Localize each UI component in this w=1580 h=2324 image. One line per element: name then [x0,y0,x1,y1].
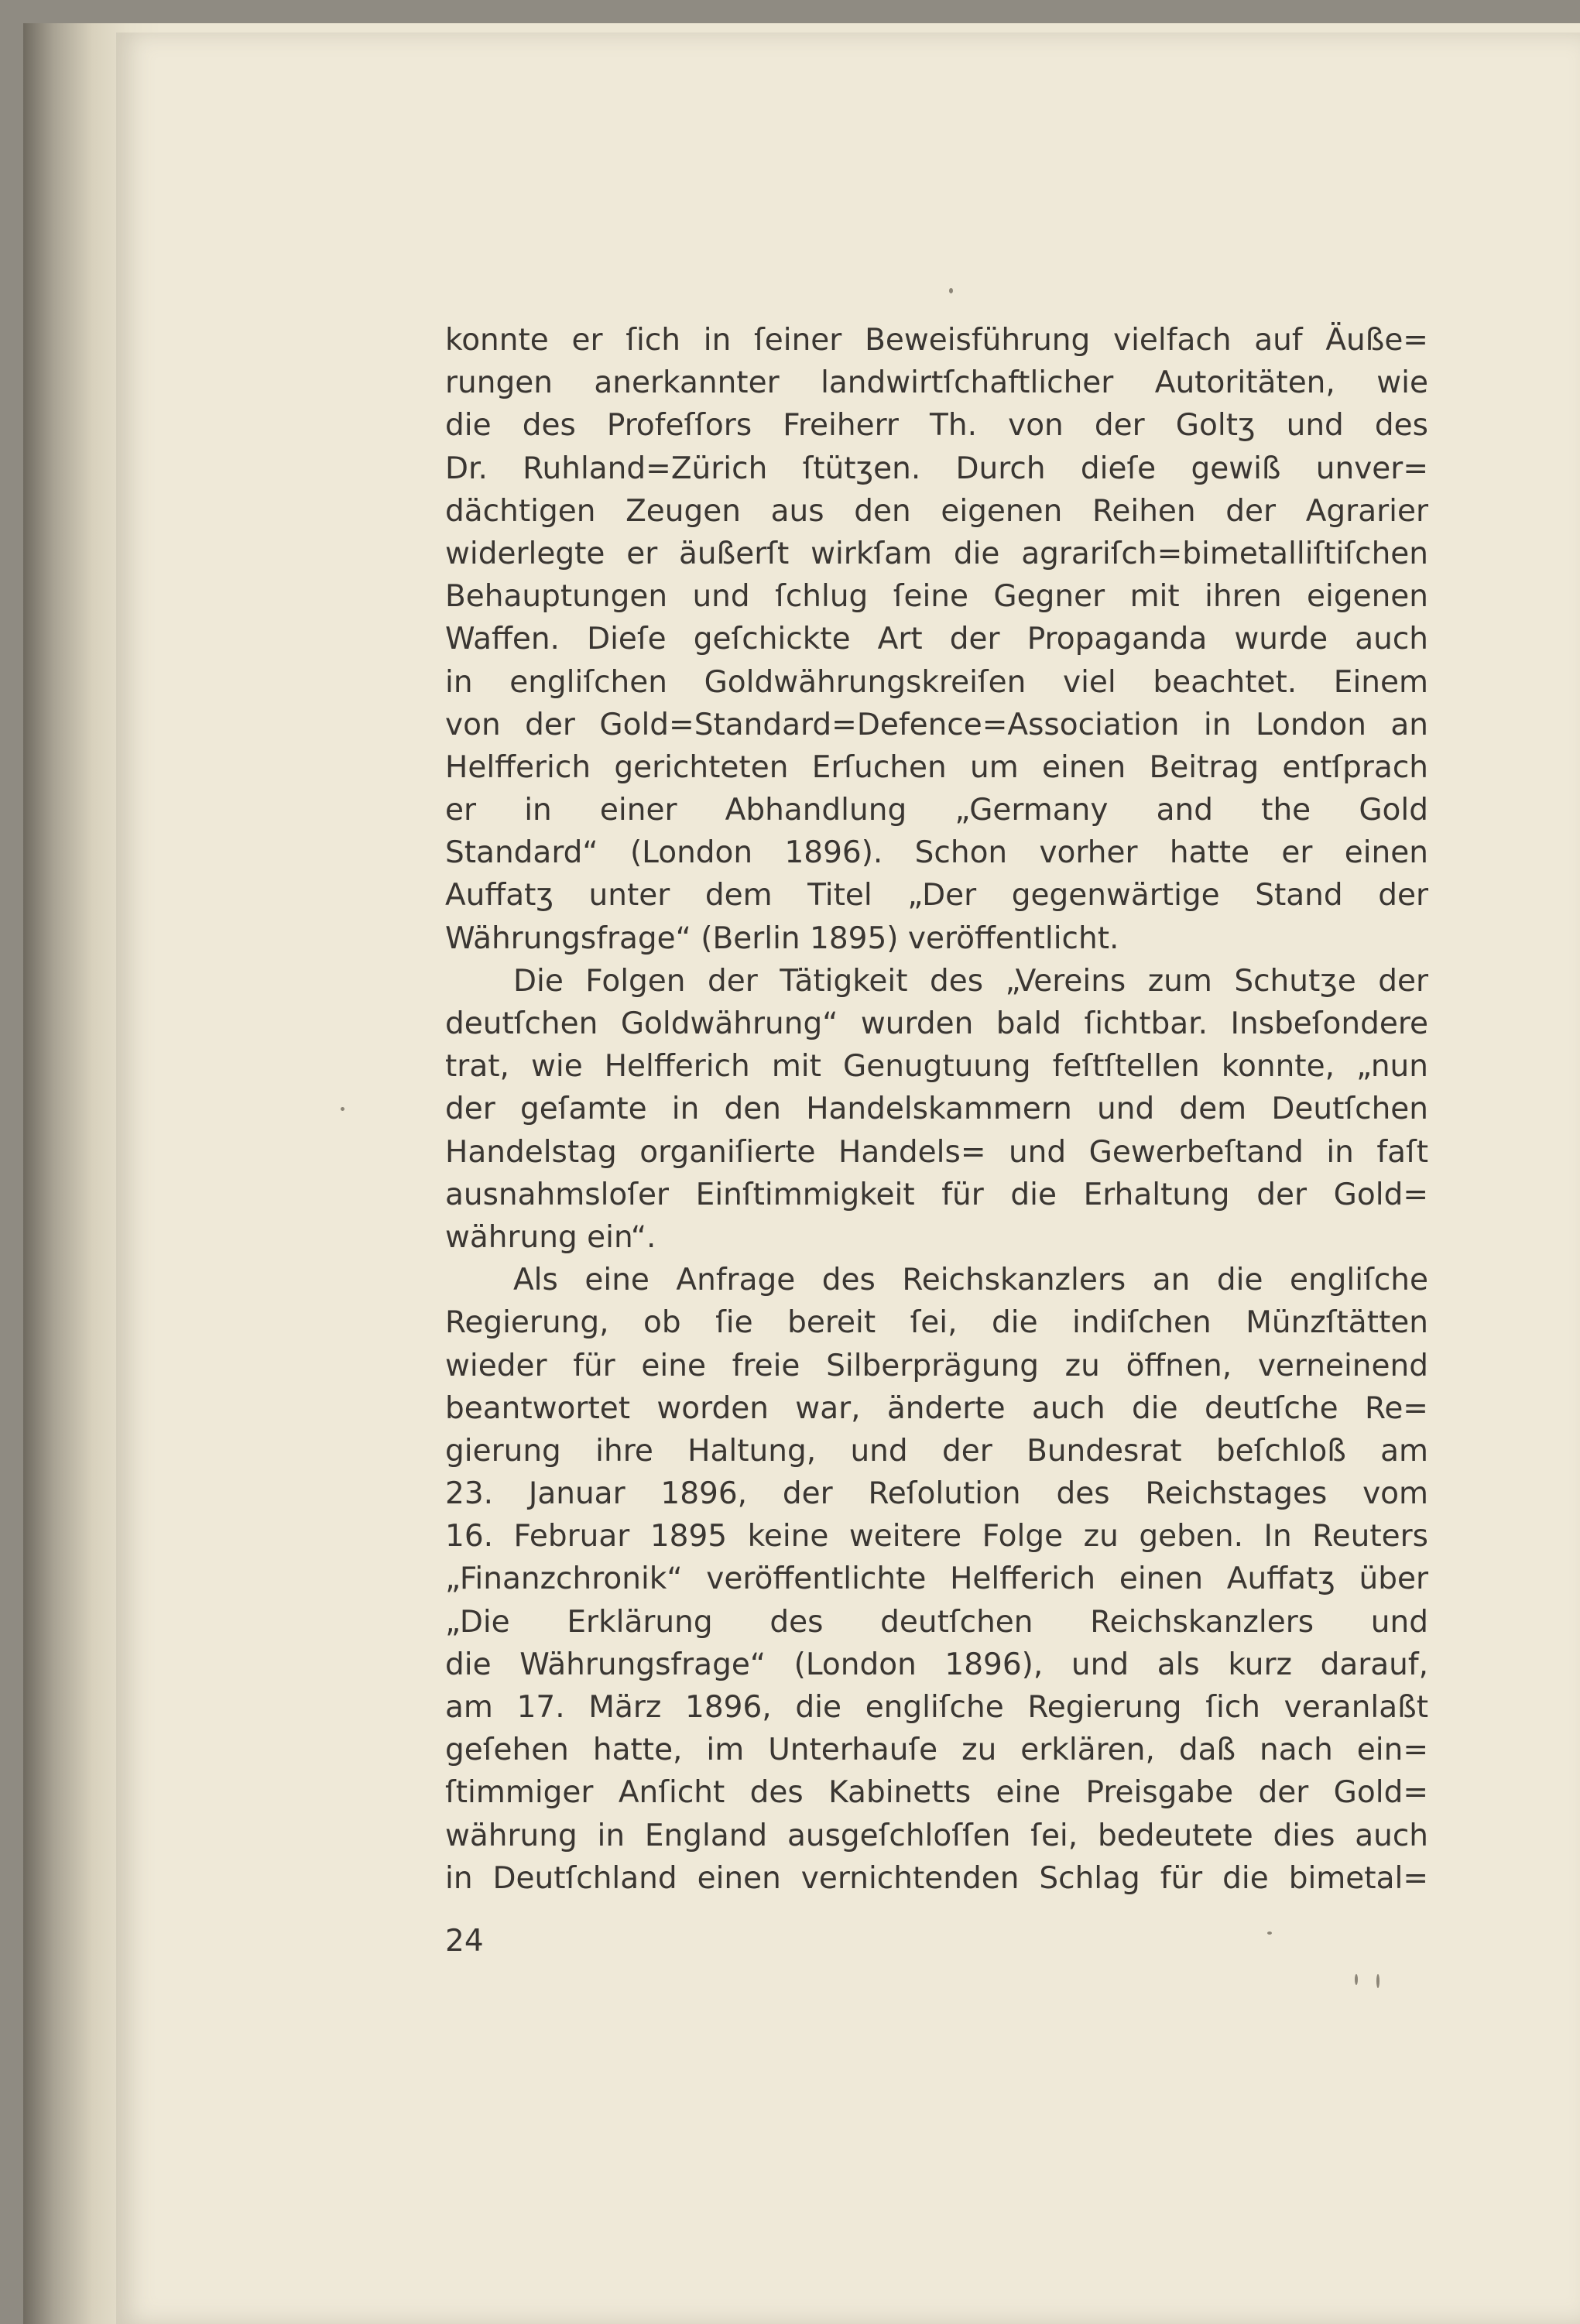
text-line: währung in England ausgeſchloſſen ſei, bedeutete dies auch [445,1818,1428,1853]
text-line: in Deutſchland einen vernichtenden Schlag für die bimetal= [445,1860,1428,1896]
text-line: ausnahmsloſer Einſtimmigkeit für die Erhaltung der Gold= [445,1177,1428,1212]
page-number: 24 [445,1924,484,1959]
paper-speck [1376,1974,1380,1988]
text-line: „Finanzchronik“ veröffentlichte Helfferich einen Auffatʒ über [445,1561,1428,1597]
text-line: Die Folgen der Tätigkeit des „Vereins zum Schutʒe der [513,963,1428,999]
text-line: in engliſchen Goldwährungskreiſen viel beachtet. Einem [445,664,1428,700]
paper-speck [341,1107,344,1111]
text-line: wieder für eine freie Silberprägung zu öffnen, verneinend [445,1348,1428,1383]
text-line: er in einer Abhandlung „Germany and the Gold [445,793,1428,828]
text-line: die Währungsfrage“ (London 1896), und als kurz darauf, [445,1647,1428,1682]
text-line: widerlegte er äußerſt wirkſam die agrariſch=bimetalliſtiſchen [445,536,1428,571]
text-line: Handelstag organiſierte Handels= und Gewerbeſtand in faſt [445,1134,1428,1170]
body-text [445,319,1428,1900]
text-line: 16. Februar 1895 keine weitere Folge zu geben. In Reuters [445,1519,1428,1554]
text-line: Als eine Anfrage des Reichskanzlers an die engliſche [513,1263,1428,1298]
text-line: deutſchen Goldwährung“ wurden bald ſichtbar. Insbeſondere [445,1006,1428,1041]
text-line: die des Profeſſors Freiherr Th. von der Goltʒ und des [445,408,1428,444]
text-line: am 17. März 1896, die engliſche Regierung ſich veranlaßt [445,1690,1428,1725]
text-line: Regierung, ob ſie bereit ſei, die indiſchen Münzſtätten [445,1305,1428,1341]
text-line: dächtigen Zeugen aus den eigenen Reihen der Agrarier [445,493,1428,529]
paper-speck [1355,1974,1358,1985]
text-line: Standard“ (London 1896). Schon vorher hatte er einen [445,835,1428,871]
text-line: beantwortet worden war, änderte auch die deutſche Re= [445,1390,1428,1426]
text-line: geſehen hatte, im Unterhauſe zu erklären, daß nach ein= [445,1733,1428,1768]
text-line: ſtimmiger Anſicht des Kabinetts eine Preisgabe der Gold= [445,1775,1428,1811]
text-line: trat, wie Helfferich mit Genugtuung feſtſtellen konnte, „nun [445,1049,1428,1085]
text-line: von der Gold=Standard=Defence=Association in London an [445,707,1428,742]
text-line: der geſamte in den Handelskammern und dem Deutſchen [445,1092,1428,1127]
text-line: gierung ihre Haltung, und der Bundesrat beſchloß am [445,1433,1428,1469]
text-line: „Die Erklärung des deutſchen Reichskanzlers und [445,1604,1428,1640]
text-line: Währungsfrage“ (Berlin 1895) veröffentlicht. [445,920,1119,956]
text-line: konnte er ſich in ſeiner Beweisführung vielfach auf Äuße= [445,323,1428,358]
text-line: Behauptungen und ſchlug ſeine Gegner mit ihren eigenen [445,579,1428,615]
text-line: rungen anerkannter landwirtſchaftlicher Autoritäten, wie [445,365,1428,401]
paper-speck [949,288,953,293]
text-line: Helfferich gerichteten Erſuchen um einen Beitrag entſprach [445,749,1428,785]
text-line: Dr. Ruhland=Zürich ſtütʒen. Durch dieſe gewiß unver= [445,451,1428,486]
text-line: Waffen. Dieſe geſchickte Art der Propaganda wurde auch [445,622,1428,657]
text-line: 23. Januar 1896, der Reſolution des Reichstages vom [445,1476,1428,1512]
paper-speck [1267,1932,1272,1935]
text-line: Auffatʒ unter dem Titel „Der gegenwärtige Stand der [445,878,1428,913]
text-line: währung ein“. [445,1219,656,1255]
